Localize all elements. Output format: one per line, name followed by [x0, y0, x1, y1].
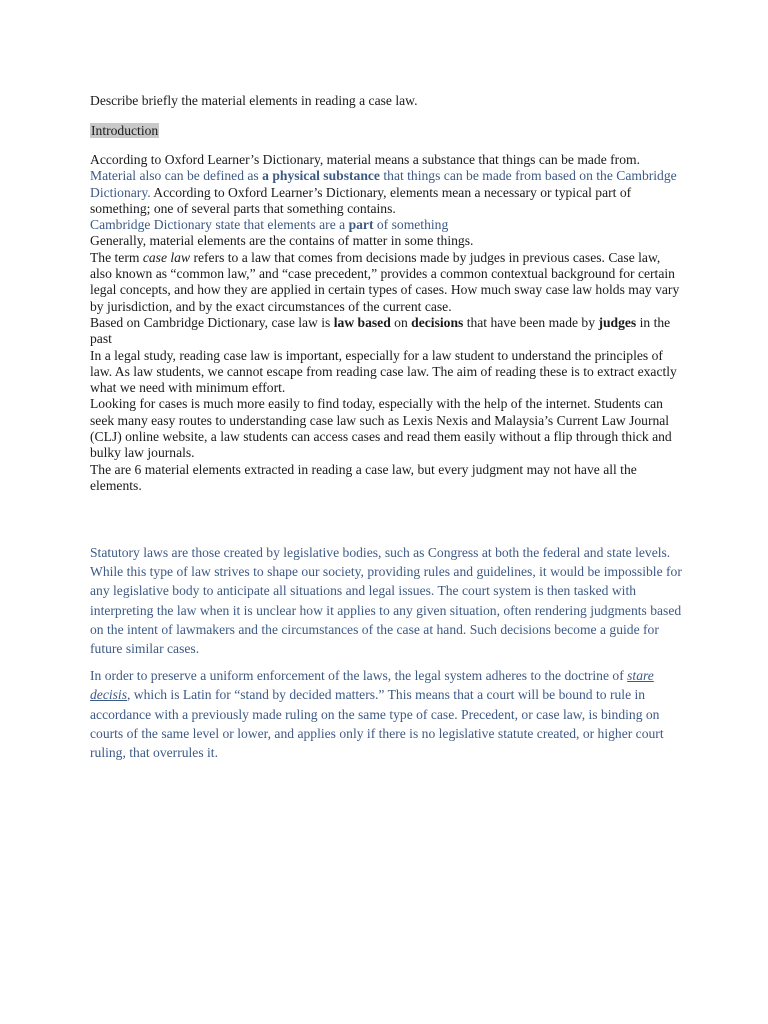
- intro-paragraph-six-elements: The are 6 material elements extracted in reading a case law, but every judgment may not have all the elements.: [90, 461, 637, 493]
- intro-paragraph-cambridge: [90, 217, 682, 233]
- statutory-p2-b: , which is Latin for “stand by decided matters.” This means that a court will be bound to rule in accordance with a previously made ruling on the same type of case. Precedent, or case law, is binding on courts of the same level or lower, and applies only if there is no legislative statute created, or higher court ruling, that overrules it.: [90, 687, 664, 761]
- statutory-section: [90, 543, 682, 762]
- intro-p5-a: The term: [90, 249, 143, 265]
- intro-p2-c: that things can be made from based on the Cambridge Dictionary.: [90, 168, 677, 200]
- intro-p6-f: judges: [598, 314, 637, 330]
- intro-p6-c: on: [390, 314, 412, 330]
- intro-p2-a: Material also can be defined as: [90, 168, 263, 184]
- question-line: [90, 93, 682, 109]
- intro-p2-d: According to Oxford Learner’s Dictionary, elements mean a necessary or typical part of something; one of several parts that something contains.: [90, 184, 632, 216]
- intro-p2-bold: a physical substance: [262, 168, 380, 184]
- intro-p5-italic: case law: [142, 249, 191, 265]
- intro-p3-bold: part: [348, 217, 374, 233]
- intro-paragraph-legal-study: In a legal study, reading case law is important, especially for a law student to understand the principles of law. As law students, we cannot escape from reading case law. The aim of reading these is to extract exactly what we need with minimum effort.: [90, 347, 677, 396]
- statutory-p2-a: In order to preserve a uniform enforcement of the laws, the legal system adheres to the doctrine of: [90, 668, 628, 684]
- intro-section: [90, 152, 682, 494]
- intro-p6-b: law based: [333, 314, 391, 330]
- statutory-paragraph-1: Statutory laws are those created by legislative bodies, such as Congress at both the federal and state levels. While this type of law strives to shape our society, providing rules and guidelines, it would be impossible for any legislative body to anticipate all situations and legal issues. The court system is then tasked with interpreting the law when it is unclear how it applies to any given situation, often rendering judgments based on the intent of lawmakers and the circumstances of the case at hand. Such decisions become a guide for future similar cases.: [90, 545, 682, 657]
- statutory-paragraph-2: [90, 666, 682, 762]
- intro-p3-a: Cambridge Dictionary state that elements are a: [90, 217, 349, 233]
- intro-p1-text: According to Oxford Learner’s Dictionary, material means a substance that things can be made from.: [90, 152, 640, 167]
- intro-p5-c: refers to a law that comes from decisions made by judges in previous cases. Case law, also known as “common law,” and “case precedent,” provides a common contextual background for certain legal concepts, and how they are applied in certain types of cases. How much sway case law holds may vary by jurisdiction, and by the exact circumstances of the current case.: [90, 249, 680, 314]
- intro-p6-d: decisions: [411, 314, 464, 330]
- intro-paragraph-cambridge-case-law: [90, 315, 682, 348]
- intro-paragraph-generally: Generally, material elements are the contains of matter in some things.: [90, 233, 474, 249]
- intro-p6-g: in the past: [90, 314, 671, 347]
- intro-paragraph-case-law: [90, 250, 682, 315]
- intro-heading-highlight: Introduction: [91, 123, 159, 138]
- intro-paragraph-1: [90, 152, 682, 217]
- stare-decisis-link[interactable]: stare decisis: [90, 668, 654, 703]
- question-text: Describe briefly the material elements in reading a case law.: [90, 93, 418, 108]
- intro-p6-a: Based on Cambridge Dictionary, case law is: [90, 314, 334, 330]
- intro-paragraph-looking: Looking for cases is much more easily to find today, especially with the help of the internet. Students can seek many easy routes to understanding case law such as Lexis Nexis and Malaysia’s Current Law Journal (CLJ) online website, a law students can access cases and read them easily without a flip through thick and bulky law journals.: [90, 396, 672, 461]
- intro-heading: [90, 123, 682, 139]
- intro-p3-c: of something: [373, 217, 449, 233]
- intro-p6-e: that have been made by: [463, 314, 599, 330]
